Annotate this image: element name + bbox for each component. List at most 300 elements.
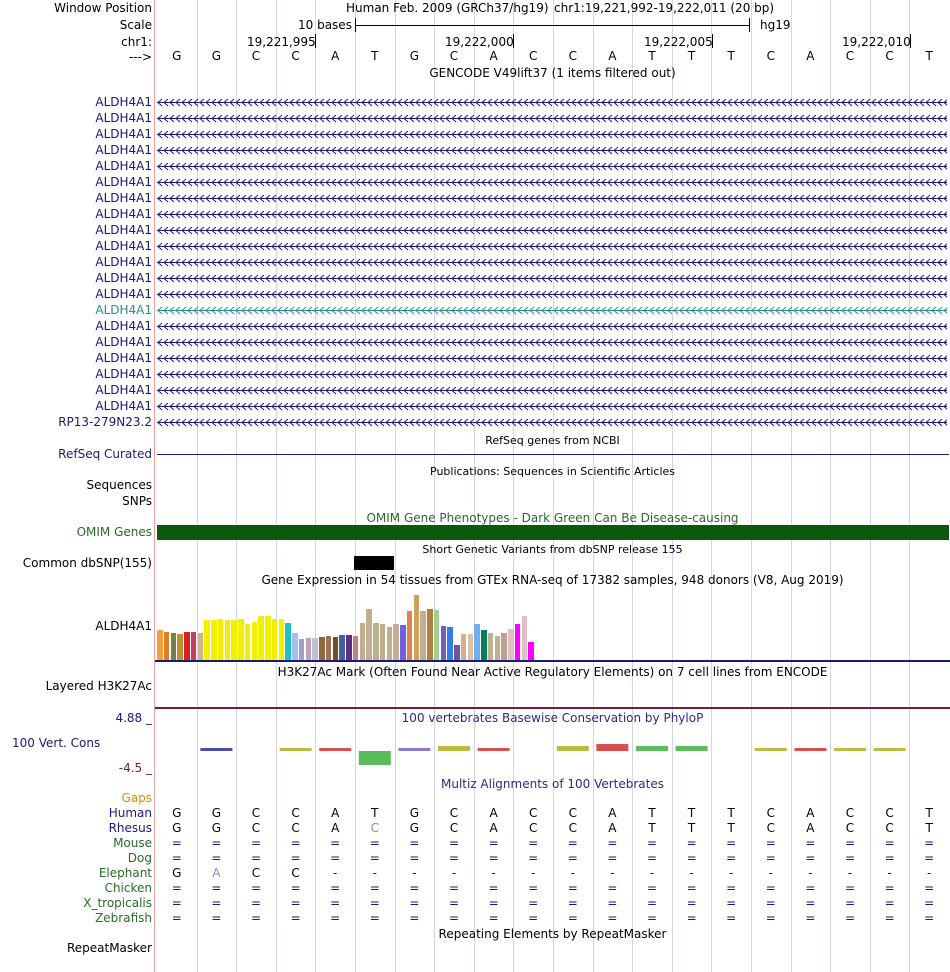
species-label[interactable]: Dog — [127, 851, 152, 865]
dna-base: G — [409, 49, 420, 63]
alignment-base: = — [765, 851, 776, 865]
alignment-base: = — [805, 851, 816, 865]
gtex-tissue-bar[interactable] — [387, 627, 393, 660]
gtex-tissue-bar[interactable] — [353, 636, 359, 660]
alignment-base: - — [729, 866, 734, 880]
dna-base: T — [925, 49, 933, 63]
alignment-base: = — [369, 836, 380, 850]
alignment-base: - — [847, 866, 853, 880]
gene-model[interactable] — [157, 242, 947, 251]
omim-title[interactable]: OMIM Gene Phenotypes - Dark Green Can Be Disease-causing — [366, 511, 739, 525]
alignment-base: G — [211, 821, 222, 835]
dna-base: C — [528, 49, 538, 63]
dna-base: A — [806, 49, 815, 63]
alignment-base: - — [372, 866, 377, 880]
strand-arrow-label[interactable]: ---> — [128, 50, 152, 64]
gtex-tissue-bar[interactable] — [306, 638, 312, 660]
alignment-base: T — [727, 806, 735, 820]
alignment-base: = — [369, 911, 380, 925]
alignment-base: - — [808, 866, 813, 880]
species-label[interactable]: Mouse — [113, 836, 152, 850]
gene-label[interactable]: ALDH4A1 — [95, 239, 152, 253]
gtex-tissue-bar[interactable] — [171, 633, 177, 660]
gtex-tissue-bar[interactable] — [522, 616, 528, 660]
alignment-base: = — [765, 896, 776, 910]
conservation-mark — [200, 748, 232, 751]
alignment-base: = — [171, 896, 182, 910]
gtex-tissue-bar[interactable] — [252, 622, 258, 660]
alignment-base: = — [488, 911, 499, 925]
gtex-tissue-bar[interactable] — [481, 630, 487, 660]
alignment-base: = — [726, 836, 737, 850]
alignment-base: = — [567, 881, 578, 895]
alignment-base: = — [844, 836, 856, 850]
alignment-base: = — [805, 911, 816, 925]
alignment-base: A — [489, 806, 498, 820]
conservation-mark — [755, 748, 787, 751]
gene-model[interactable] — [157, 274, 947, 283]
refseq-title[interactable]: RefSeq genes from NCBI — [485, 434, 620, 447]
alignment-base: = — [765, 911, 776, 925]
gtex-tissue-bar[interactable] — [312, 638, 318, 660]
species-label[interactable]: Chicken — [104, 881, 152, 895]
alignment-base: C — [766, 821, 775, 835]
alignment-base: A — [331, 821, 340, 835]
gene-label[interactable]: ALDH4A1 — [95, 399, 152, 413]
alignment-base: - — [649, 866, 655, 880]
gene-model[interactable] — [157, 146, 947, 155]
refseq-label[interactable]: RefSeq Curated — [58, 447, 152, 461]
gtex-tissue-bar[interactable] — [326, 636, 332, 660]
alignment-base: = — [528, 911, 539, 925]
conservation-mark — [874, 748, 906, 751]
gene-model[interactable] — [157, 354, 947, 363]
alignment-base: = — [646, 881, 658, 895]
scale-bar — [355, 18, 750, 32]
scale-text: 10 bases — [298, 18, 352, 32]
gene-label[interactable]: ALDH4A1 — [95, 287, 152, 301]
alignment-base: = — [844, 896, 856, 910]
gtex-tissue-bar[interactable] — [258, 616, 264, 660]
gene-model[interactable] — [157, 194, 947, 203]
gene-model[interactable] — [157, 402, 947, 411]
dna-base: G — [172, 49, 182, 63]
alignment-base: T — [648, 806, 656, 820]
gtex-title[interactable]: Gene Expression in 54 tissues from GTEx RNA-seq of 17382 samples, 948 donors (V8, Aug 2019) — [261, 573, 844, 587]
conservation-ymin: -4.5 _ — [118, 761, 152, 775]
ruler-tick-label: 19,221,995 — [247, 35, 316, 49]
gtex-tissue-bar[interactable] — [495, 636, 501, 660]
gtex-tissue-bar[interactable] — [299, 639, 305, 660]
alignment-base: = — [171, 836, 182, 850]
alignment-base: C — [449, 806, 459, 820]
gene-label[interactable]: ALDH4A1 — [95, 127, 152, 141]
gene-model[interactable] — [157, 290, 947, 299]
alignment-base: = — [884, 851, 895, 865]
gene-label[interactable]: ALDH4A1 — [95, 95, 152, 109]
alignment-base: = — [290, 836, 301, 850]
alignment-base: = — [924, 851, 935, 865]
alignment-base: C — [568, 806, 577, 820]
alignment-base: C — [370, 821, 379, 835]
gene-model[interactable] — [157, 370, 947, 379]
alignment-base: = — [409, 851, 420, 865]
alignment-base: = — [686, 836, 697, 850]
alignment-base: A — [212, 866, 221, 880]
alignment-base: = — [884, 881, 895, 895]
alignment-base: C — [845, 806, 855, 820]
conservation-mark — [438, 746, 470, 751]
gtex-tissue-bar[interactable] — [461, 634, 467, 660]
gtex-tissue-bar[interactable] — [474, 624, 480, 660]
gtex-tissue-bar[interactable] — [204, 620, 210, 660]
gtex-tissue-bar[interactable] — [528, 642, 534, 660]
dna-base: T — [727, 49, 735, 63]
gtex-bar-chart[interactable] — [157, 588, 537, 660]
gtex-tissue-bar[interactable] — [245, 624, 251, 660]
dbsnp-variant[interactable] — [354, 556, 394, 570]
gene-label[interactable]: ALDH4A1 — [95, 271, 152, 285]
gtex-tissue-bar[interactable] — [272, 619, 278, 660]
dna-base: G — [211, 49, 222, 63]
ruler-tick-mark — [513, 34, 514, 48]
conservation-mark — [478, 748, 510, 751]
alignment-base: = — [488, 881, 499, 895]
dna-base: C — [845, 49, 855, 63]
alignment-base: = — [686, 911, 697, 925]
gtex-tissue-bar[interactable] — [211, 620, 217, 660]
gene-label[interactable]: ALDH4A1 — [95, 255, 152, 269]
species-label[interactable]: Rhesus — [108, 821, 152, 835]
gene-label[interactable]: ALDH4A1 — [95, 319, 152, 333]
alignment-base: = — [488, 851, 499, 865]
gene-model[interactable] — [157, 258, 947, 267]
alignment-base: = — [924, 911, 935, 925]
alignment-base: - — [333, 866, 338, 880]
gene-model[interactable] — [157, 178, 947, 187]
alignment-base: = — [607, 911, 618, 925]
alignment-base: G — [172, 821, 182, 835]
gtex-tissue-bar[interactable] — [427, 609, 433, 660]
refseq-line[interactable] — [157, 454, 949, 455]
gene-label[interactable]: ALDH4A1 — [95, 191, 152, 205]
alignment-base: = — [409, 896, 420, 910]
gtex-tissue-bar[interactable] — [231, 620, 237, 660]
alignment-base: = — [448, 896, 460, 910]
alignment-base: = — [726, 851, 737, 865]
gene-model[interactable] — [157, 226, 947, 235]
publications-title[interactable]: Publications: Sequences in Scientific Articles — [430, 465, 675, 478]
alignment-base: = — [369, 851, 380, 865]
gene-model[interactable] — [157, 114, 947, 123]
alignment-base: = — [844, 911, 856, 925]
ruler-tick-label: 19,222,000 — [445, 35, 514, 49]
species-label[interactable]: Human — [108, 806, 152, 820]
alignment-base: - — [768, 866, 773, 880]
conservation-logo[interactable] — [155, 740, 950, 770]
conservation-title[interactable]: 100 vertebrates Basewise Conservation by PhyloP — [401, 711, 704, 725]
gtex-tissue-bar[interactable] — [157, 630, 163, 660]
alignment-base: = — [528, 836, 539, 850]
alignment-base: T — [371, 806, 379, 820]
gtex-tissue-bar[interactable] — [333, 637, 339, 660]
repeatmasker-title[interactable]: Repeating Elements by RepeatMasker — [438, 927, 667, 941]
gtex-tissue-bar[interactable] — [488, 633, 494, 660]
alignment-base: = — [330, 881, 341, 895]
publications-sequences-label[interactable]: Sequences — [86, 478, 152, 492]
alignment-base: = — [726, 881, 737, 895]
alignment-base: = — [211, 881, 222, 895]
gene-label[interactable]: ALDH4A1 — [95, 335, 152, 349]
alignment-base: = — [330, 911, 341, 925]
gene-label[interactable]: ALDH4A1 — [95, 367, 152, 381]
gtex-tissue-bar[interactable] — [380, 624, 386, 660]
alignment-base: = — [607, 896, 618, 910]
gtex-tissue-bar[interactable] — [393, 624, 399, 660]
gene-label[interactable]: ALDH4A1 — [95, 351, 152, 365]
gene-label[interactable]: ALDH4A1 — [95, 223, 152, 237]
chrom-label: chr1: — [121, 35, 152, 49]
conservation-label[interactable]: 100 Vert. Cons — [12, 736, 101, 750]
position-readout: chr1:19,221,992-19,222,011 (20 bp) — [554, 1, 775, 15]
omim-gene-bar[interactable] — [157, 525, 949, 540]
dbsnp-label[interactable]: Common dbSNP(155) — [22, 556, 152, 570]
alignment-base: C — [885, 806, 894, 820]
alignment-base: T — [687, 806, 696, 820]
gtex-tissue-bar[interactable] — [346, 635, 352, 660]
gtex-tissue-bar[interactable] — [515, 624, 521, 660]
multiz-title[interactable]: Multiz Alignments of 100 Vertebrates — [440, 777, 665, 791]
gene-label[interactable]: ALDH4A1 — [95, 143, 152, 157]
conservation-mark — [794, 748, 826, 751]
gene-model[interactable] — [157, 210, 947, 219]
alignment-base: - — [689, 866, 694, 880]
alignment-base: = — [250, 851, 262, 865]
alignment-base: - — [491, 866, 496, 880]
gtex-tissue-bar[interactable] — [218, 619, 224, 660]
gtex-tissue-bar[interactable] — [339, 635, 345, 660]
alignment-base: T — [687, 821, 696, 835]
gtex-tissue-bar[interactable] — [198, 633, 204, 660]
alignment-base: = — [844, 851, 856, 865]
alignment-base: = — [211, 896, 222, 910]
gene-model[interactable] — [157, 338, 947, 347]
dna-base: C — [568, 49, 577, 63]
label-divider — [154, 0, 155, 972]
alignment-base: - — [412, 866, 417, 880]
alignment-base: = — [884, 896, 895, 910]
gtex-tissue-bar[interactable] — [225, 620, 231, 660]
gtex-tissue-bar[interactable] — [265, 616, 271, 660]
species-label[interactable]: X_tropicalis — [83, 896, 152, 910]
assembly-title: Human Feb. 2009 (GRCh37/hg19) — [346, 1, 549, 15]
alignment-base: = — [805, 896, 816, 910]
gene-label[interactable]: ALDH4A1 — [95, 207, 152, 221]
dna-base: C — [766, 49, 775, 63]
gencode-title[interactable]: GENCODE V49lift37 (1 items filtered out) — [429, 66, 676, 80]
alignment-base: C — [251, 866, 261, 880]
alignment-base: C — [291, 821, 300, 835]
gene-model[interactable] — [157, 306, 947, 315]
gtex-tissue-bar[interactable] — [285, 623, 291, 660]
alignment-base: C — [291, 806, 300, 820]
omim-label[interactable]: OMIM Genes — [76, 525, 152, 539]
alignment-base: = — [805, 881, 816, 895]
alignment-base: = — [250, 836, 262, 850]
gene-model[interactable] — [157, 386, 947, 395]
conservation-mark — [834, 748, 866, 751]
gene-label[interactable]: ALDH4A1 — [95, 383, 152, 397]
gene-label[interactable]: ALDH4A1 — [95, 303, 152, 317]
alignment-base: = — [805, 836, 816, 850]
gtex-tissue-bar[interactable] — [319, 637, 325, 660]
alignment-base: = — [924, 836, 935, 850]
alignment-base: - — [887, 866, 892, 880]
gtex-tissue-bar[interactable] — [366, 609, 372, 660]
gaps-label[interactable]: Gaps — [121, 791, 152, 805]
alignment-base: = — [765, 881, 776, 895]
alignment-base: = — [646, 896, 658, 910]
alignment-base: A — [331, 806, 340, 820]
alignment-base: = — [290, 881, 301, 895]
repeatmasker-label[interactable]: RepeatMasker — [66, 941, 152, 955]
gtex-tissue-bar[interactable] — [292, 633, 298, 660]
alignment-base: = — [924, 896, 935, 910]
alignment-base: = — [686, 896, 697, 910]
gtex-tissue-bar[interactable] — [400, 625, 406, 660]
gtex-tissue-bar[interactable] — [164, 632, 170, 660]
alignment-base: = — [686, 881, 697, 895]
gtex-tissue-bar[interactable] — [434, 610, 440, 660]
alignment-base: = — [448, 836, 460, 850]
conservation-ymax: 4.88 _ — [115, 711, 152, 725]
dna-base: T — [371, 49, 379, 63]
alignment-base: = — [646, 851, 658, 865]
alignment-base: C — [568, 821, 577, 835]
alignment-base: = — [448, 911, 460, 925]
alignment-base: = — [250, 911, 262, 925]
gtex-tissue-bar[interactable] — [414, 595, 420, 660]
ruler-tick-mark — [910, 34, 911, 48]
alignment-base: = — [250, 896, 262, 910]
alignment-base: C — [528, 821, 538, 835]
alignment-base: = — [369, 896, 380, 910]
alignment-base: = — [726, 896, 737, 910]
alignment-base: = — [528, 896, 539, 910]
gtex-tissue-bar[interactable] — [373, 623, 379, 660]
h3k27ac-label[interactable]: Layered H3K27Ac — [45, 679, 152, 693]
gene-model[interactable] — [157, 418, 947, 427]
conservation-mark — [319, 748, 351, 751]
alignment-base: = — [765, 836, 776, 850]
gtex-tissue-bar[interactable] — [468, 634, 474, 660]
alignment-base: = — [330, 851, 341, 865]
conservation-mark — [280, 748, 312, 751]
gtex-tissue-bar[interactable] — [454, 645, 460, 660]
ruler-tick-mark — [315, 34, 316, 48]
alignment-base: = — [844, 881, 856, 895]
conservation-mark — [398, 748, 430, 751]
alignment-base: C — [845, 821, 855, 835]
gene-model[interactable] — [157, 130, 947, 139]
alignment-base: = — [567, 896, 578, 910]
dna-base: T — [648, 49, 656, 63]
alignment-base: = — [290, 851, 301, 865]
alignment-base: A — [608, 821, 617, 835]
alignment-base: = — [448, 881, 460, 895]
alignment-base: C — [251, 821, 261, 835]
publications-snps-label[interactable]: SNPs — [122, 494, 152, 508]
gtex-tissue-bar[interactable] — [279, 619, 285, 660]
dna-base: T — [687, 49, 696, 63]
alignment-base: = — [369, 881, 380, 895]
gtex-tissue-bar[interactable] — [501, 633, 507, 660]
alignment-base: = — [607, 836, 618, 850]
alignment-base: T — [648, 821, 656, 835]
conservation-mark — [596, 744, 628, 751]
alignment-base: G — [172, 866, 182, 880]
gene-label[interactable]: ALDH4A1 — [95, 111, 152, 125]
gtex-tissue-bar[interactable] — [447, 627, 453, 660]
gtex-tissue-bar[interactable] — [360, 623, 366, 660]
gtex-tissue-bar[interactable] — [420, 611, 426, 660]
alignment-base: = — [686, 851, 697, 865]
species-label[interactable]: Elephant — [98, 866, 152, 880]
gene-label[interactable]: ALDH4A1 — [95, 159, 152, 173]
gene-label[interactable]: RP13-279N23.2 — [58, 415, 152, 429]
alignment-base: = — [171, 881, 182, 895]
gene-label[interactable]: ALDH4A1 — [95, 175, 152, 189]
gtex-tissue-bar[interactable] — [177, 634, 183, 660]
gtex-tissue-bar[interactable] — [407, 611, 413, 660]
h3k27ac-baseline — [155, 707, 950, 709]
alignment-base: - — [927, 866, 932, 880]
species-label[interactable]: Zebrafish — [95, 911, 152, 925]
gtex-tissue-bar[interactable] — [441, 626, 447, 660]
dna-base: A — [608, 49, 617, 63]
gene-model[interactable] — [157, 322, 947, 331]
alignment-base: T — [925, 806, 933, 820]
h3k27ac-title[interactable]: H3K27Ac Mark (Often Found Near Active Regulatory Elements) on 7 cell lines from ENCODE — [277, 665, 828, 679]
gtex-baseline — [155, 660, 950, 662]
alignment-base: T — [925, 821, 933, 835]
alignment-base: = — [528, 851, 539, 865]
alignment-base: = — [211, 911, 222, 925]
ruler-tick-mark — [712, 34, 713, 48]
alignment-base: G — [409, 821, 420, 835]
gtex-label[interactable]: ALDH4A1 — [95, 619, 152, 633]
gtex-tissue-bar[interactable] — [184, 632, 190, 660]
alignment-base: = — [646, 836, 658, 850]
alignment-base: A — [806, 806, 815, 820]
alignment-base: = — [607, 881, 618, 895]
alignment-base: = — [488, 836, 499, 850]
alignment-base: C — [528, 806, 538, 820]
dna-base: C — [251, 49, 261, 63]
gtex-tissue-bar[interactable] — [191, 632, 197, 660]
gtex-tissue-bar[interactable] — [508, 629, 514, 660]
gene-model[interactable] — [157, 162, 947, 171]
ruler-tick-label: 19,222,005 — [644, 35, 713, 49]
dna-base: A — [489, 49, 498, 63]
alignment-base: = — [924, 881, 935, 895]
gtex-tissue-bar[interactable] — [238, 619, 244, 660]
dbsnp-title[interactable]: Short Genetic Variants from dbSNP release 155 — [422, 543, 683, 556]
alignment-base: C — [251, 806, 261, 820]
alignment-base: = — [409, 911, 420, 925]
gene-model[interactable] — [157, 98, 947, 107]
alignment-base: = — [330, 836, 341, 850]
